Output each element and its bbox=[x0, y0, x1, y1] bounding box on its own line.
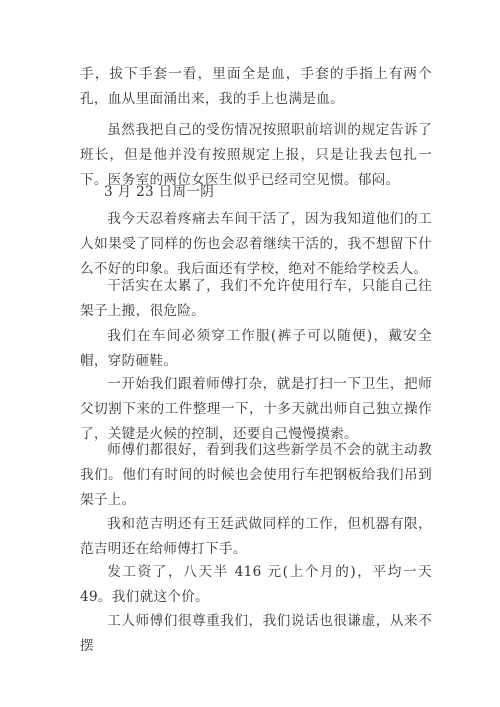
paragraph-wages: 发工资了，八天半 416 元(上个月的)，平均一天 49。我们就这个价。 bbox=[80, 564, 432, 605]
paragraph-work-through-pain: 我今天忍着疼痛去车间干活了，因为我知道他们的工人如果受了同样的伤也会忍着继续干活的，我不想留下什么不好的印象。我后面还有学校，绝对不能给学校丢人。 bbox=[80, 211, 432, 277]
paragraph-workwear: 我们在车间必须穿工作服(裤子可以随便)，戴安全帽，穿防砸鞋。 bbox=[80, 328, 432, 369]
paragraph-respect: 工人师傅们很尊重我们，我们说话也很谦虚，从来不摆 bbox=[80, 613, 432, 654]
paragraph-continued-injury: 手，拔下手套一看，里面全是血，手套的手指上有两个孔，血从里面涌出来，我的手上也满是血。 bbox=[80, 66, 432, 107]
paragraph-tiring-work: 干活实在太累了，我们不允许使用行车，只能自己往架子上搬，很危险。 bbox=[80, 278, 432, 319]
date-heading: 3 月 23 日周一阴 bbox=[104, 184, 215, 200]
paragraph-coworkers: 我和范吉明还有王廷武做同样的工作，但机器有限，范吉明还在给师傅打下手。 bbox=[80, 516, 432, 557]
paragraph-apprentice-tasks: 一开始我们跟着师傅打杂，就是打扫一下卫生，把师父切割下来的工件整理一下，十多天就出师自己独立操作了，关键是火候的控制，还要自己慢慢摸索。 bbox=[80, 376, 432, 442]
paragraph-masters-kind: 师傅们都很好，看到我们这些新学员不会的就主动教我们。他们有时间的时候也会使用行车把钢板给我们吊到架子上。 bbox=[80, 442, 432, 508]
paragraph-report-injury: 虽然我把自己的受伤情况按照职前培训的规定告诉了班长，但是他并没有按照规定上报，只是让我去包扎一下。医务室的两位女医生似乎已经司空见惯。郁闷。 bbox=[80, 122, 432, 188]
